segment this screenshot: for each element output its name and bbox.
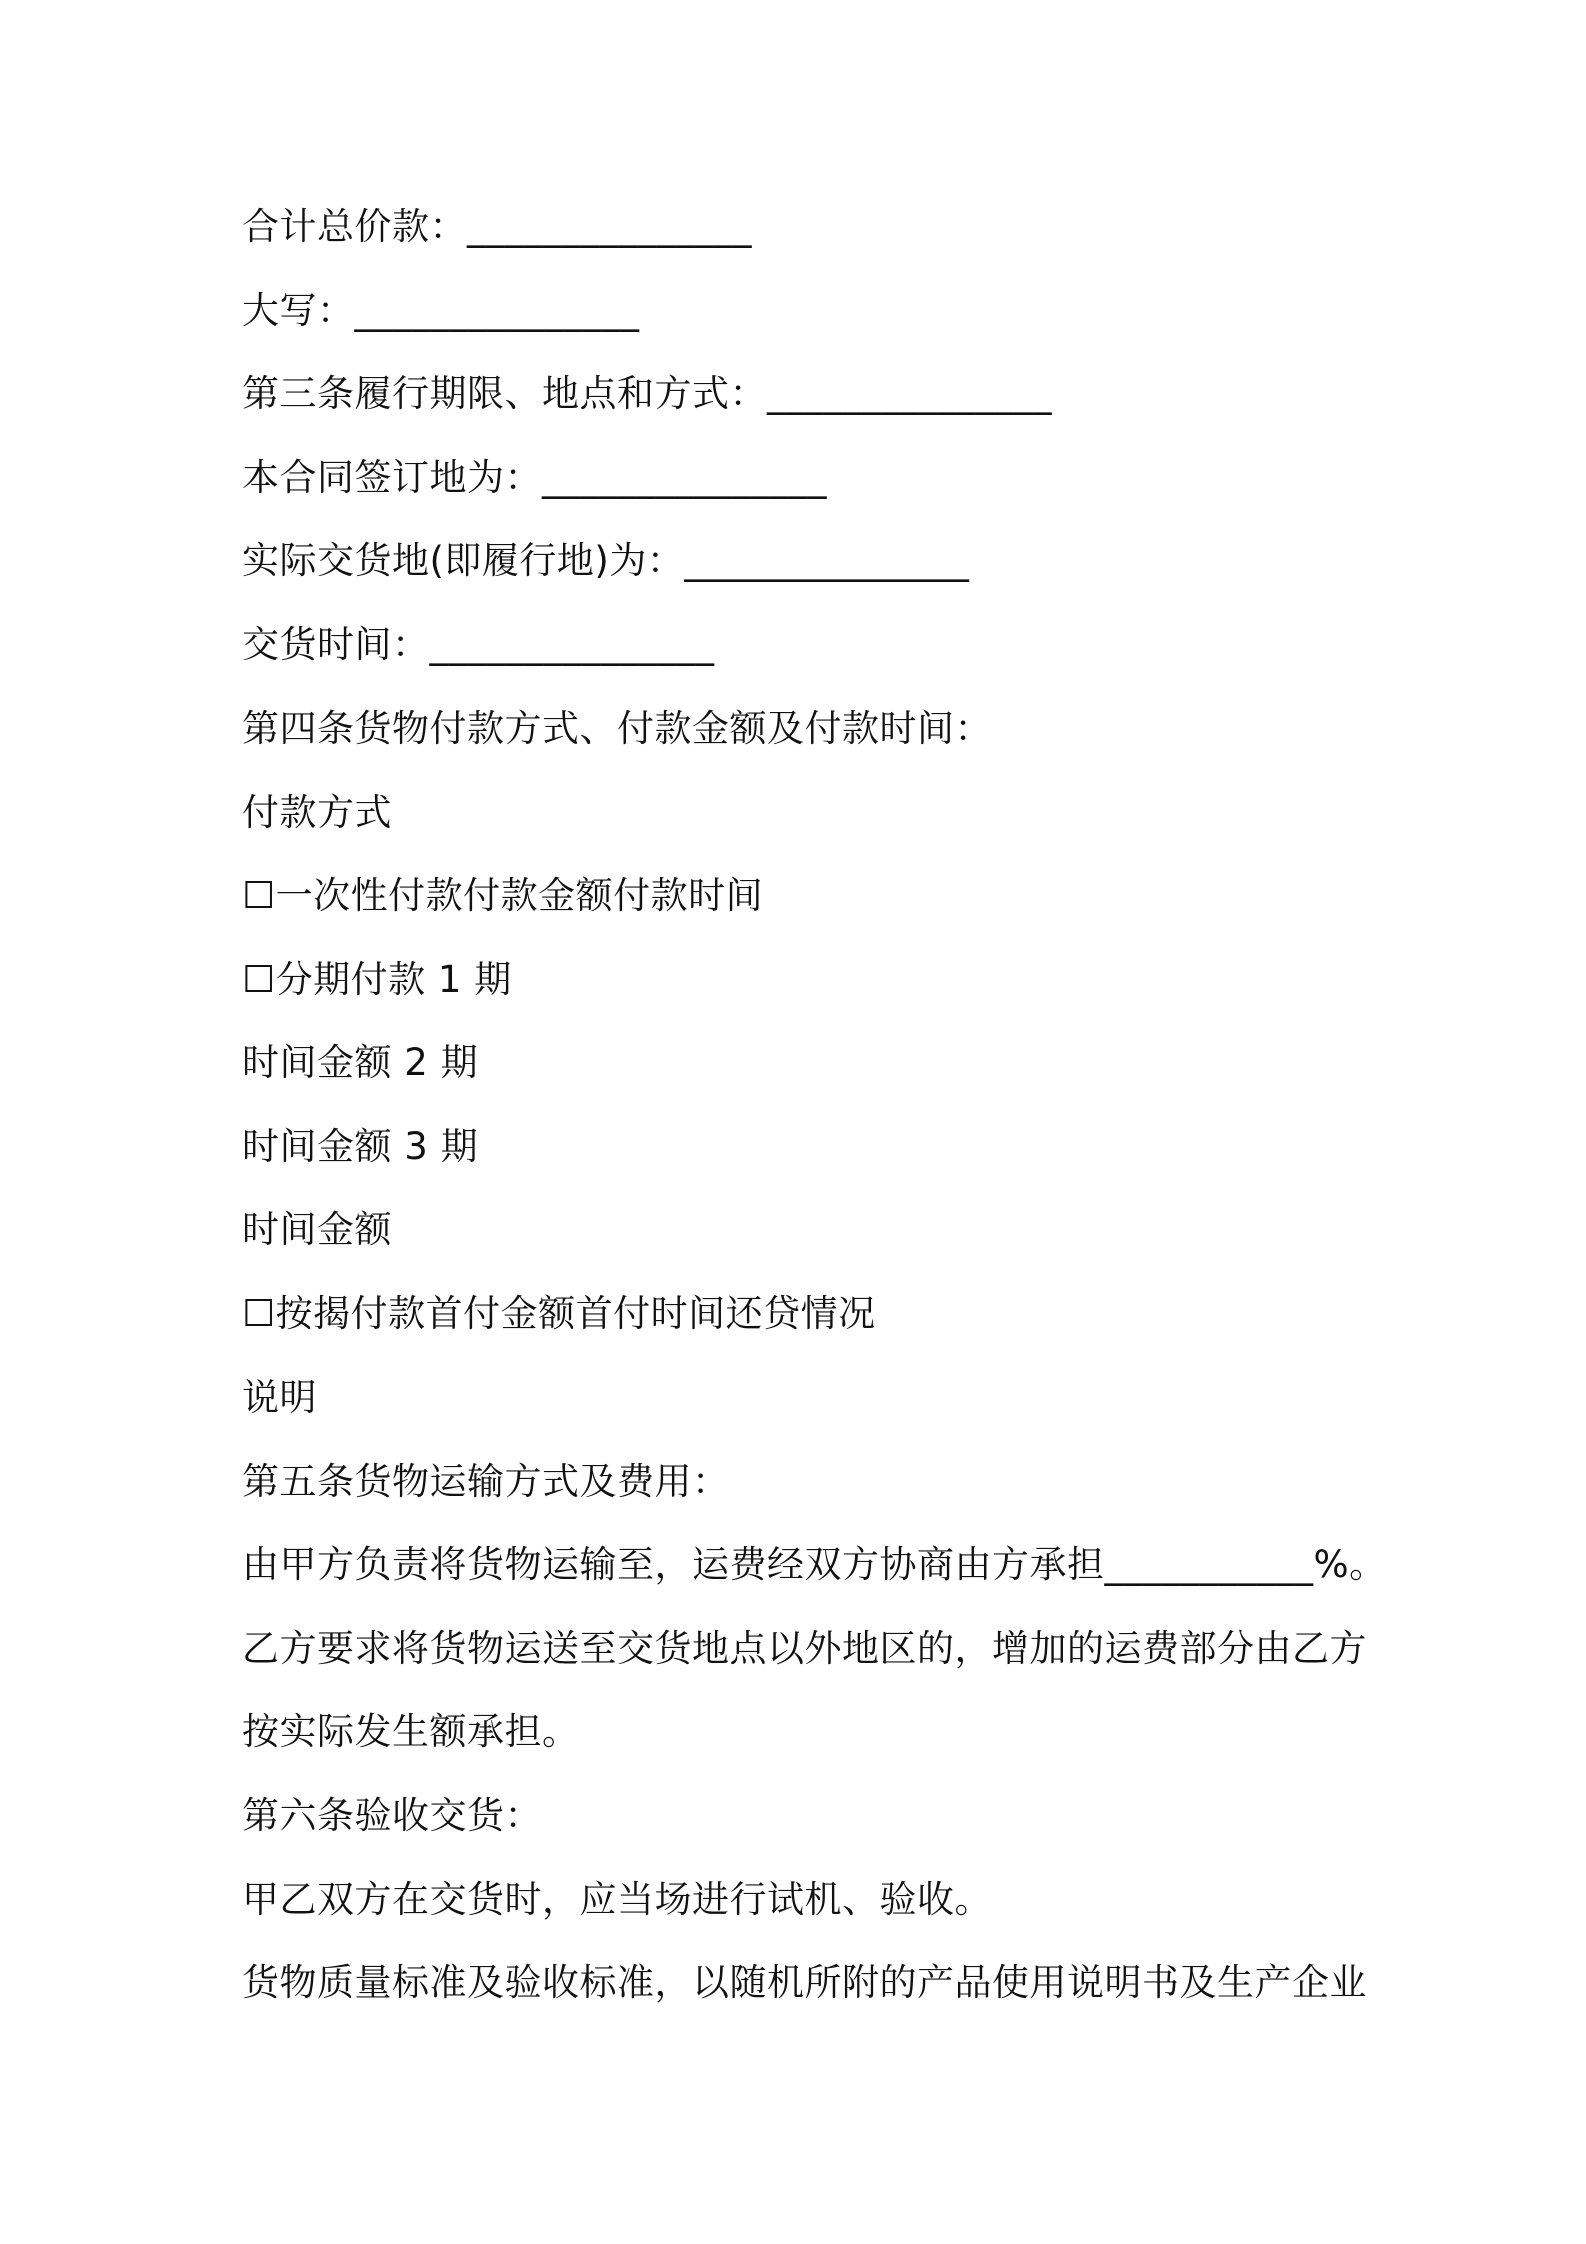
- mortgage-payment-option: ☐按揭付款首付金额首付时间还贷情况: [242, 1292, 876, 1335]
- article-5-heading: 第五条货物运输方式及费用：: [242, 1460, 730, 1503]
- payment-method-label: 付款方式: [242, 791, 392, 834]
- quality-standard-line: 货物质量标准及验收标准，以随机所附的产品使用说明书及生产企业: [242, 1961, 1367, 2004]
- amount-in-words-line: 大写：_______________: [242, 289, 640, 332]
- acceptance-on-delivery-line: 甲乙双方在交货时，应当场进行试机、验收。: [242, 1878, 992, 1921]
- article-4-heading: 第四条货物付款方式、付款金额及付款时间：: [242, 707, 992, 750]
- article-3-heading: 第三条履行期限、地点和方式：_______________: [242, 372, 1052, 415]
- installment-payment-option: ☐分期付款 1 期: [242, 958, 512, 1001]
- delivery-time-line: 交货时间：_______________: [242, 623, 715, 666]
- freight-cost-line: 由甲方负责将货物运输至，运费经双方协商由方承担___________%。: [242, 1543, 1387, 1586]
- article-6-heading: 第六条验收交货：: [242, 1794, 542, 1837]
- installment-period-3-line: 时间金额 3 期: [242, 1125, 479, 1168]
- extra-freight-line: 乙方要求将货物运送至交货地点以外地区的，增加的运费部分由乙方: [242, 1627, 1367, 1670]
- extra-freight-continuation: 按实际发生额承担。: [242, 1710, 580, 1753]
- lump-sum-payment-option: ☐一次性付款付款金额付款时间: [242, 874, 764, 917]
- delivery-place-line: 实际交货地(即履行地)为：_______________: [242, 539, 970, 582]
- total-price-line: 合计总价款：_______________: [242, 205, 752, 248]
- installment-period-2-line: 时间金额 2 期: [242, 1041, 479, 1084]
- signing-place-line: 本合同签订地为：_______________: [242, 456, 827, 499]
- installment-time-amount-line: 时间金额: [242, 1208, 392, 1251]
- explanation-label: 说明: [242, 1376, 317, 1419]
